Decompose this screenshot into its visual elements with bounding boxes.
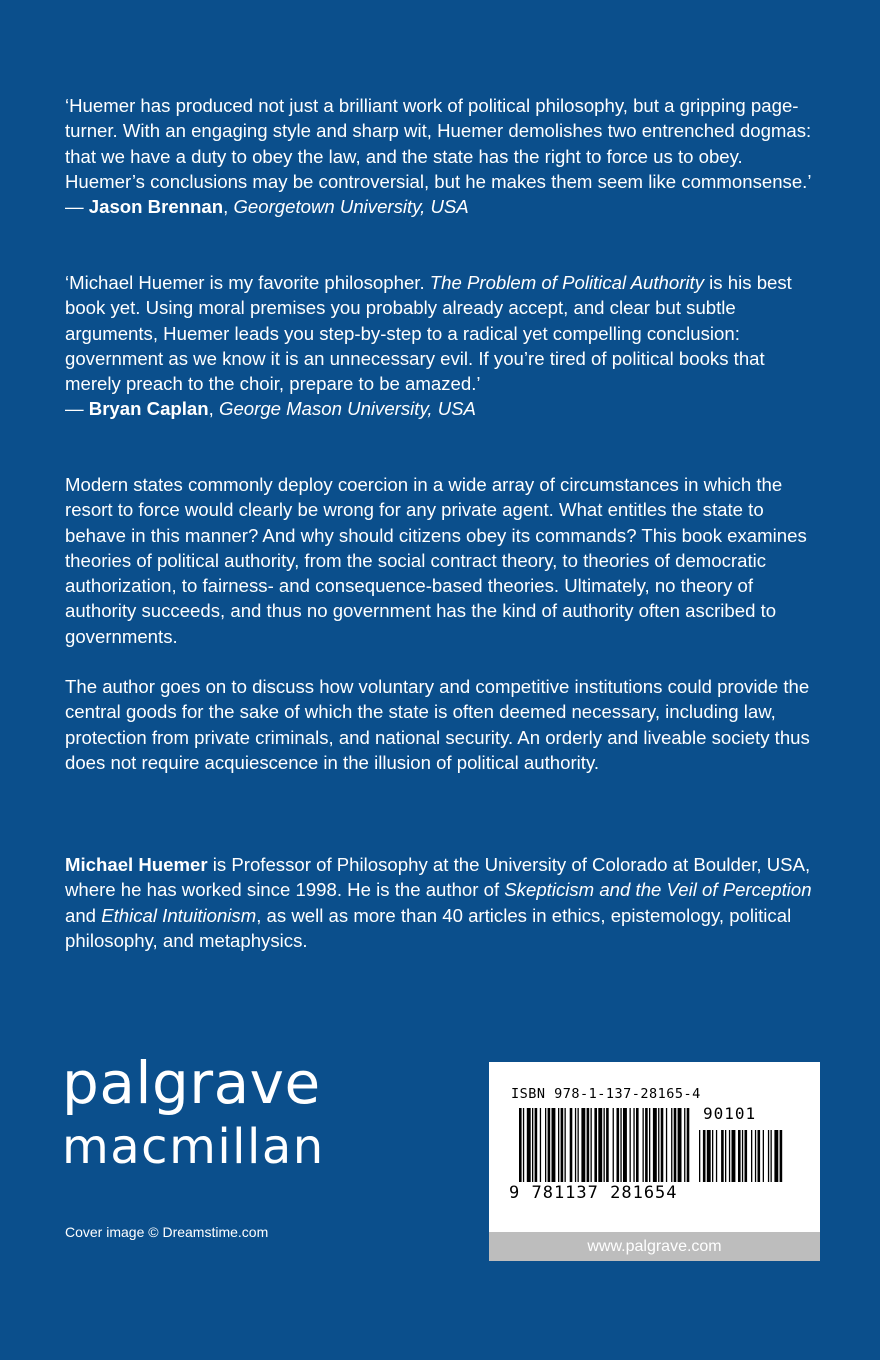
addon-bar (725, 1130, 726, 1182)
barcode-bar (674, 1108, 677, 1182)
addon-bar (703, 1130, 706, 1182)
publisher-logo-line1: palgrave (62, 1049, 321, 1117)
review-quote-caplan (65, 270, 825, 422)
barcode-bar (532, 1108, 533, 1182)
addon-bar (745, 1130, 748, 1182)
addon-bar (699, 1130, 700, 1182)
description-paragraph-1 (65, 472, 825, 649)
barcode-bar (548, 1108, 551, 1182)
addon-bar (774, 1130, 778, 1182)
bio-text: and (65, 904, 102, 926)
barcode-bar (598, 1108, 602, 1182)
cover-image-credit: Cover image © Dreamstime.com (65, 1224, 269, 1240)
barcode-bar (678, 1108, 682, 1182)
barcode-bar (558, 1108, 559, 1182)
addon-bar (751, 1130, 752, 1182)
addon-bar (716, 1130, 717, 1182)
reviewer-affiliation: George Mason University, USA (218, 398, 476, 420)
addon-bar (729, 1130, 730, 1182)
barcode-bar (527, 1108, 531, 1182)
barcode-bar (645, 1108, 648, 1182)
barcode-bar (617, 1108, 620, 1182)
review-quote-brennan (65, 93, 825, 219)
barcode-bar (661, 1108, 664, 1182)
barcode-bar (633, 1108, 634, 1182)
addon-bar (732, 1130, 736, 1182)
attribution-separator: , (223, 196, 234, 218)
author-book-title: Ethical Intuitionism (101, 904, 257, 926)
quote-text: ‘Huemer has produced not just a brilliant work of political philosophy, but a gripping page-turner. With an engaging style and sharp wit, Huemer demolishes two entrenched dogmas: that we have a duty to obey the law, and the state has the right to force us to obey. Huemer’s conclusions may be controversial, but he makes them seem like commonsense.’ (65, 95, 812, 192)
barcode-bar (545, 1108, 546, 1182)
barcode-bar (587, 1108, 590, 1182)
barcode-bar (649, 1108, 650, 1182)
author-book-title: Skepticism and the Veil of Perception (504, 879, 812, 901)
barcode-bar (523, 1108, 524, 1182)
author-name: Michael Huemer (65, 854, 208, 875)
barcode-icon (519, 1108, 789, 1186)
publisher-logo (62, 1048, 325, 1176)
barcode-bar (643, 1108, 644, 1182)
addon-bar (758, 1130, 761, 1182)
reviewer-affiliation: Georgetown University, USA (233, 196, 469, 218)
publisher-logo-line2: macmillan (62, 1119, 325, 1175)
attribution-separator: , (208, 398, 219, 420)
description-paragraph-2 (65, 674, 825, 775)
quoted-book-title: The Problem of Political Authority (429, 272, 704, 293)
barcode-bar (519, 1108, 522, 1182)
barcode-bar (604, 1108, 605, 1182)
barcode-bar (687, 1108, 690, 1182)
attribution-dash: — (65, 196, 89, 218)
barcode-bar (578, 1108, 579, 1182)
barcode-bar (575, 1108, 576, 1182)
addon-bar (771, 1130, 772, 1182)
barcode-bar (552, 1108, 556, 1182)
reviewer-name: Jason Brennan (88, 196, 224, 218)
addon-bar (712, 1130, 713, 1182)
barcode-bar (570, 1108, 573, 1182)
addon-bar (707, 1130, 711, 1182)
barcode-panel (489, 1062, 820, 1237)
reviewer-name: Bryan Caplan (88, 398, 209, 420)
barcode-bar (653, 1108, 657, 1182)
quote-attribution (65, 396, 825, 421)
barcode-bar (613, 1108, 614, 1182)
barcode-bar (594, 1108, 597, 1182)
addon-number: 90101 (703, 1104, 757, 1123)
quote-text-end: is his best book yet. Using moral premises you probably already accept, and clear but subtle arguments, Huemer leads you step-by-step to a radical yet compelling conclusion: government as we know it is an unnecessary evil. If you’re tired of political books that merely preach to the choir, prepare to be amazed.’ (65, 272, 792, 395)
addon-bar (755, 1130, 756, 1182)
barcode-bar (623, 1108, 627, 1182)
barcode-bar (565, 1108, 566, 1182)
barcode-bar (636, 1108, 639, 1182)
barcode-bar (666, 1108, 667, 1182)
isbn-label: ISBN 978-1-137-28165-4 (511, 1086, 701, 1102)
barcode-bar (606, 1108, 609, 1182)
barcode-bar (684, 1108, 685, 1182)
addon-bar (780, 1130, 783, 1182)
barcode-bar (671, 1108, 672, 1182)
publisher-website: www.palgrave.com (489, 1232, 820, 1261)
bio-text: , as well as more than 40 articles in ethics, epistemology, political philosophy, and metaphysics. (65, 904, 792, 951)
description-text: The author goes on to discuss how voluntary and competitive institutions could provide the central goods for the sake of which the state is often deemed necessary, including law, protection from private criminals, and national security. An orderly and liveable society thus does not require acquiescence in the illusion of political authority. (65, 676, 810, 773)
bio-text: is Professor of Philosophy at the University of Colorado at Boulder, USA, where he has worked since 1998. He is the author of (65, 854, 811, 901)
ean-number: 9 781137 281654 (509, 1183, 678, 1203)
addon-bar (738, 1130, 741, 1182)
addon-bar (742, 1130, 743, 1182)
addon-bar (768, 1130, 769, 1182)
barcode-bar (658, 1108, 659, 1182)
attribution-dash: — (65, 398, 89, 420)
addon-bar (763, 1130, 764, 1182)
barcode-bar (540, 1108, 541, 1182)
barcode-bar (591, 1108, 592, 1182)
barcode-bar (630, 1108, 631, 1182)
author-bio (65, 852, 825, 953)
quote-attribution (65, 194, 825, 219)
barcode-bar (535, 1108, 538, 1182)
barcode-bar (620, 1108, 621, 1182)
barcode-bar (581, 1108, 585, 1182)
addon-bar (721, 1130, 724, 1182)
description-text: Modern states commonly deploy coercion in a wide array of circumstances in which the resort to force would clearly be wrong for any private agent. What entitles the state to behave in this manner? And why should citizens obey its commands? This book examines theories of political authority, from the social contract theory, to theories of democratic authorization, to fairness- and consequence-based theories. Ultimately, no theory of authority succeeds, and thus no government has the kind of authority often ascribed to governments. (65, 474, 807, 647)
quote-text-start: ‘Michael Huemer is my favorite philosopher. (65, 272, 430, 293)
barcode-bar (561, 1108, 564, 1182)
